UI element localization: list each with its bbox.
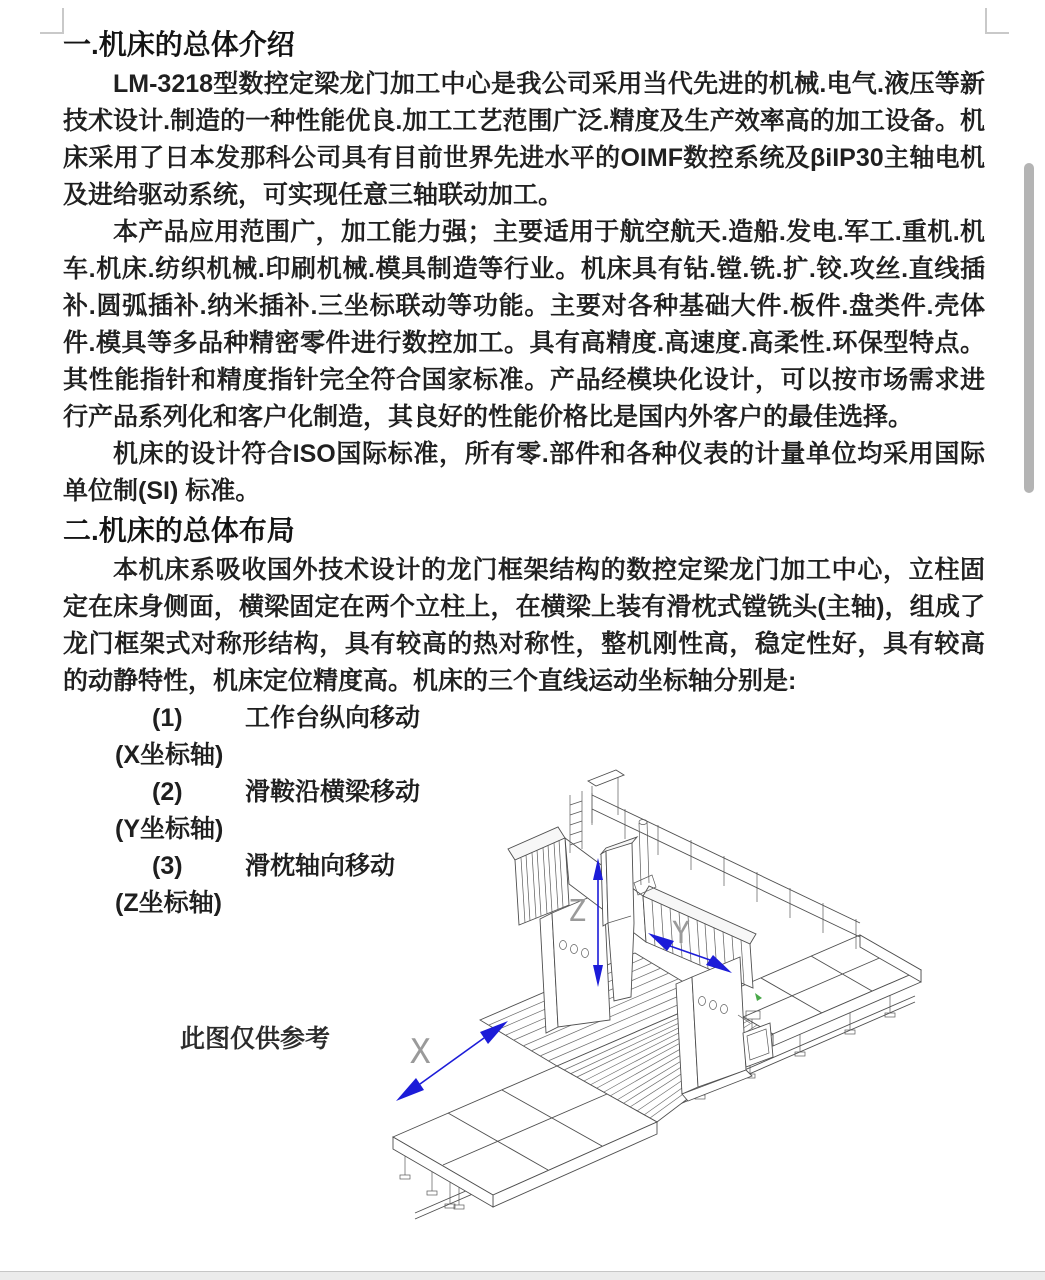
axis-item-number: (2)	[152, 778, 183, 806]
axis-list-item	[63, 700, 985, 737]
axis-item-axis: (Z坐标轴)	[115, 889, 222, 917]
paragraph: 机床的设计符合ISO国际标准，所有零.部件和各种仪表的计量单位均采用国际单位制(SI) 标准。	[63, 440, 985, 505]
paragraph: LM-3218型数控定梁龙门加工中心是我公司采用当代先进的机械.电气.液压等新技术设计.制造的一种性能优良.加工工艺范围广泛.精度及生产效率高的加工设备。机床采用了日本发那科公司具有目前世界先进水平的OIMF数控系统及βiIP30主轴电机及进给驱动系统，可实现任意三轴联动加工。	[63, 70, 985, 209]
axis-item-desc: 滑鞍沿横梁移动	[245, 778, 421, 806]
page-corner-mark-right	[985, 8, 1009, 34]
axis-item-axis: (Y坐标轴)	[115, 815, 224, 843]
bottom-bar	[0, 1271, 1045, 1280]
axis-item-axis: (X坐标轴)	[115, 741, 224, 769]
section-heading-2: 二.机床的总体布局	[63, 515, 295, 546]
y-axis-label: Y	[672, 916, 691, 951]
axis-item-desc: 工作台纵向移动	[245, 704, 421, 732]
machine-figure	[360, 765, 940, 1230]
section-heading-1: 一.机床的总体介绍	[63, 29, 295, 60]
x-axis-label: X	[410, 1032, 431, 1072]
axis-item-desc: 滑枕轴向移动	[245, 852, 396, 880]
axis-item-number: (1)	[152, 704, 183, 732]
page-corner-mark-left	[40, 8, 64, 34]
z-axis-label: Z	[568, 894, 587, 929]
paragraph: 本产品应用范围广，加工能力强；主要适用于航空航天.造船.发电.军工.重机.机车.机床.纺织机械.印刷机械.模具制造等行业。机床具有钻.镗.铣.扩.铰.攻丝.直线插补.圆弧插补.纳米插补.三坐标联动等功能。主要对各种基础大件.板件.盘类件.壳体件.模具等多品种精密零件进行数控加工。具有高精度.高速度.高柔性.环保型特点。其性能指针和精度指针完全符合国家标准。产品经模块化设计，可以按市场需求进行产品系列化和客户化制造，其良好的性能价格比是国内外客户的最佳选择。	[63, 218, 985, 431]
paragraph: 本机床系吸收国外技术设计的龙门框架结构的数控定梁龙门加工中心，立柱固定在床身侧面，横梁固定在两个立柱上，在横梁上装有滑枕式镗铣头(主轴)，组成了龙门框架式对称形结构，具有较高的热对称性，整机刚性高，稳定性好，具有较高的动静特性，机床定位精度高。机床的三个直线运动坐标轴分别是:	[63, 556, 985, 695]
figure-caption: 此图仅供参考	[180, 1025, 331, 1053]
scrollbar-thumb[interactable]	[1024, 163, 1034, 493]
axis-item-number: (3)	[152, 852, 183, 880]
